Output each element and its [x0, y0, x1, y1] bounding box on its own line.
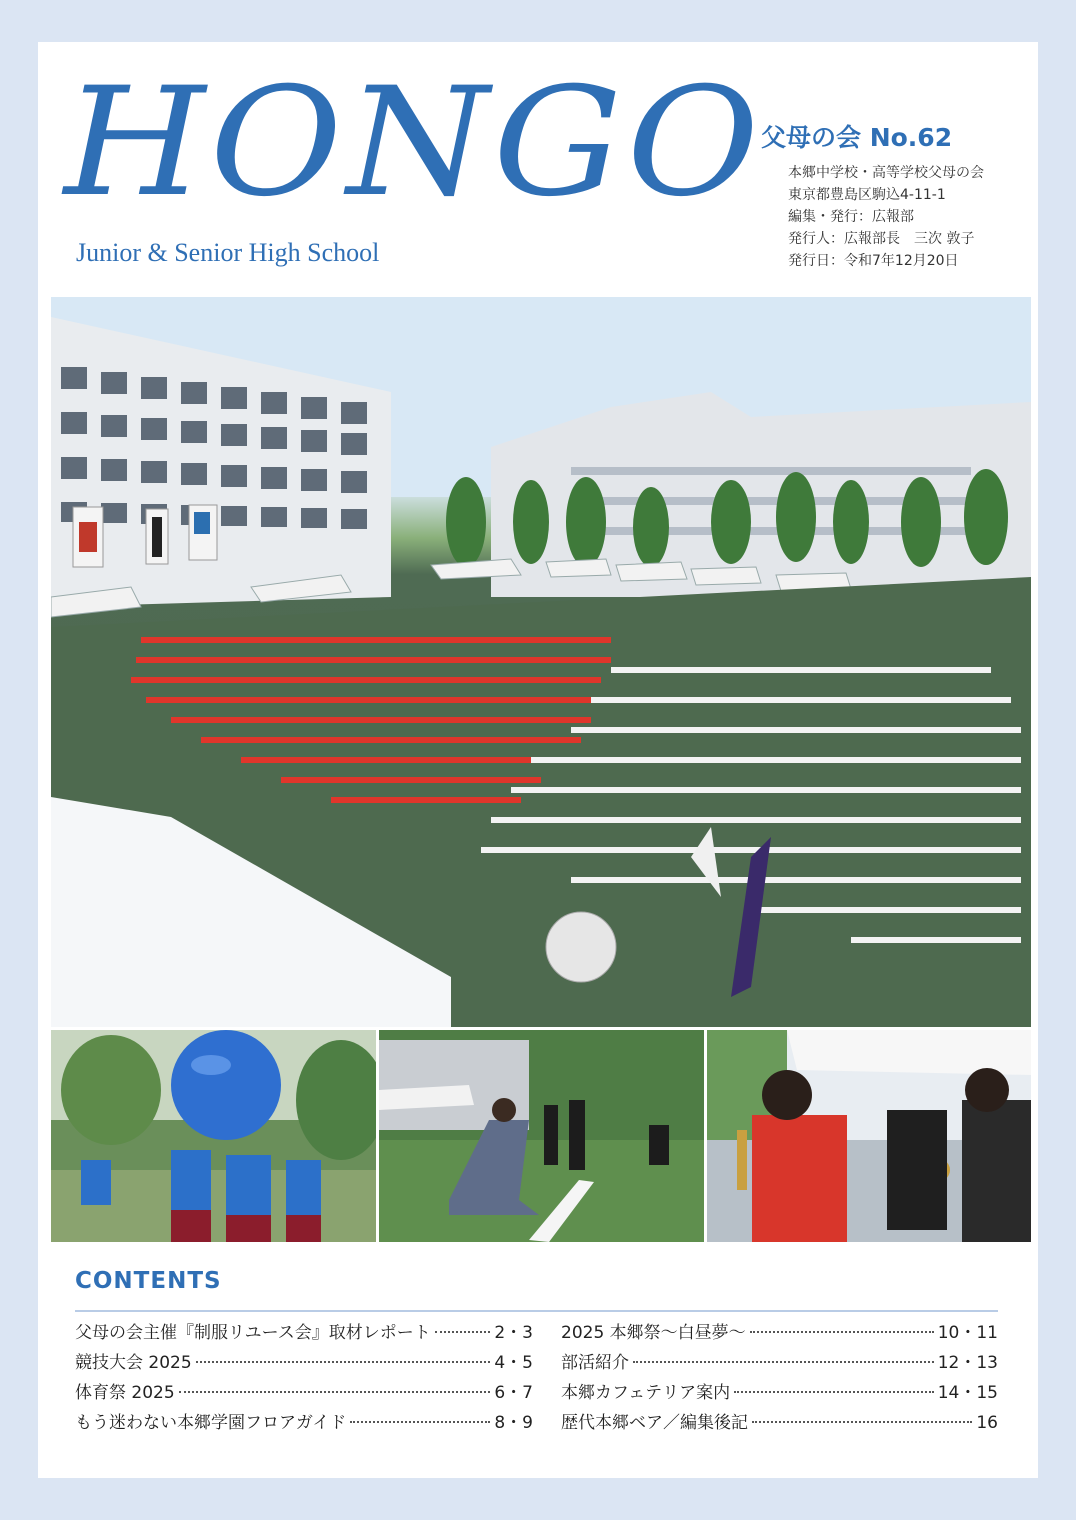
toc-leader: [734, 1391, 934, 1393]
hongo-logo: HONGO: [64, 56, 764, 230]
contents-heading: CONTENTS: [75, 1268, 222, 1294]
toc-leader: [750, 1331, 934, 1333]
publisher-info: [788, 162, 984, 272]
cover-page: [38, 42, 1038, 1478]
toc-entry[interactable]: [561, 1408, 998, 1438]
toc-entry[interactable]: [75, 1378, 533, 1408]
toc-entry-pages: 14・15: [937, 1383, 998, 1403]
toc-entry-title: もう迷わない本郷学園フロアガイド: [75, 1413, 347, 1433]
publisher-line: 発行日：令和7年12月20日: [788, 253, 959, 269]
toc-entry-title: 2025 本郷祭〜白昼夢〜: [561, 1323, 746, 1343]
contents-divider: [75, 1310, 998, 1312]
toc-entry[interactable]: [75, 1318, 533, 1348]
toc-entry-pages: 16: [976, 1413, 998, 1433]
toc-entry-pages: 12・13: [937, 1353, 998, 1373]
photo-giant-ball-event: [51, 1030, 376, 1242]
toc-entry-title: 歴代本郷ベア／編集後記: [561, 1413, 748, 1433]
main-photo-sports-field: [51, 297, 1031, 1027]
publisher-line: 本郷中学校・高等学校父母の会: [788, 165, 984, 181]
toc-entry-title: 体育祭 2025: [75, 1383, 175, 1403]
toc-column-right: [561, 1318, 998, 1438]
toc-entry-title: 本郷カフェテリア案内: [561, 1383, 731, 1403]
photo-brass-band: [707, 1030, 1031, 1242]
toc-entry-pages: 8・9: [494, 1413, 533, 1433]
toc-leader: [196, 1361, 491, 1363]
toc-entry[interactable]: [75, 1348, 533, 1378]
toc-entry-pages: 2・3: [494, 1323, 533, 1343]
toc-entry[interactable]: [561, 1318, 998, 1348]
toc-entry[interactable]: [561, 1378, 998, 1408]
photo-cheer-performance: [379, 1030, 704, 1242]
publisher-line: 発行人：広報部長 三次 敦子: [788, 231, 975, 247]
toc-entry-title: 部活紹介: [561, 1353, 629, 1373]
publisher-line: 東京都豊島区駒込4-11-1: [788, 187, 946, 203]
toc-entry-pages: 10・11: [937, 1323, 998, 1343]
school-name-english: Junior & Senior High School: [76, 238, 380, 267]
toc-entry-title: 競技大会 2025: [75, 1353, 192, 1373]
toc-entry[interactable]: [561, 1348, 998, 1378]
toc-leader: [435, 1331, 491, 1333]
toc-leader: [350, 1421, 490, 1423]
toc-entry-title: 父母の会主催『制服リユース会』取材レポート: [75, 1323, 431, 1343]
toc-entry[interactable]: [75, 1408, 533, 1438]
publisher-line: 編集・発行：広報部: [788, 209, 914, 225]
toc-entry-pages: 6・7: [494, 1383, 533, 1403]
toc-column-left: [75, 1318, 533, 1438]
toc-leader: [179, 1391, 491, 1393]
toc-entry-pages: 4・5: [494, 1353, 533, 1373]
issue-title: 父母の会 No.62: [761, 123, 953, 152]
toc-leader: [633, 1361, 934, 1363]
toc-leader: [752, 1421, 972, 1423]
